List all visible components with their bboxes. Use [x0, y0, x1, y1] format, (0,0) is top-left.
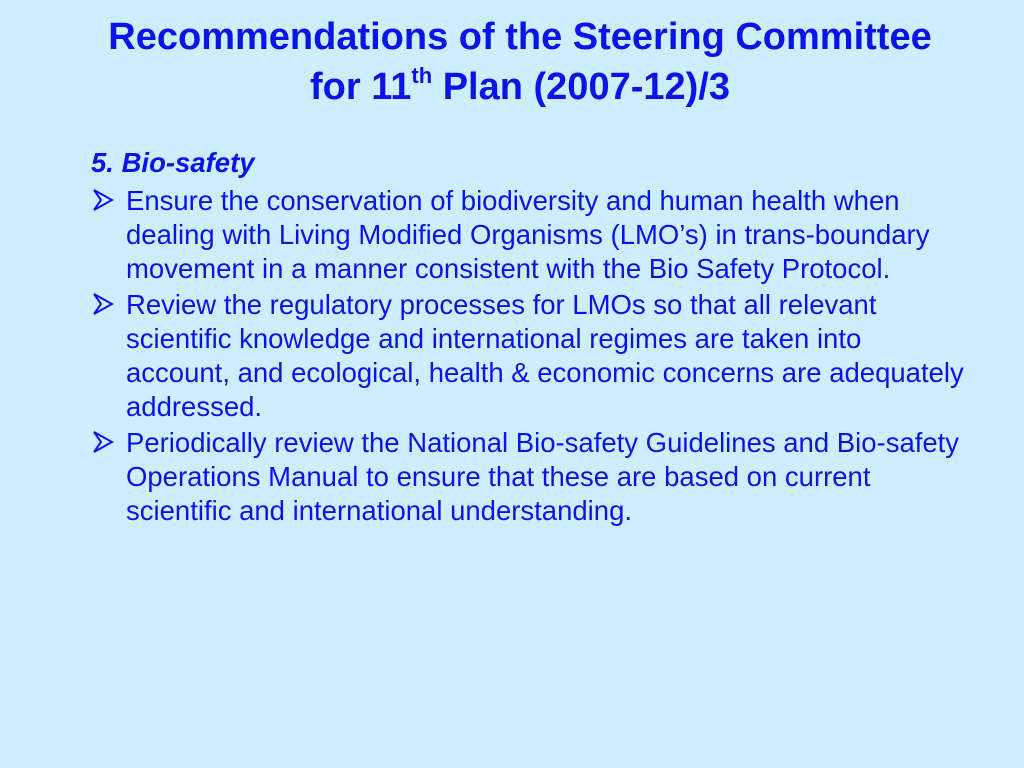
bullet-text: Ensure the conservation of biodiversity and human health when dealing with Living Modified Organisms (LMO’s) in trans-boundary movement in a manner consistent with the Bio Safety Protocol. [126, 185, 930, 284]
bullet-list [87, 184, 967, 528]
bullet-text: Periodically review the National Bio-safety Guidelines and Bio-safety Operations Manual to ensure that these are based on current scientific and international understanding. [126, 427, 960, 526]
title-line-2-prefix: for 11 [310, 66, 412, 108]
arrow-bullet-icon [92, 188, 114, 212]
bullet-item [87, 288, 967, 424]
slide-content [87, 146, 967, 530]
title-line-1: Recommendations of the Steering Committee [108, 16, 932, 58]
arrow-bullet-icon [92, 430, 114, 454]
title-line-2-suffix: Plan (2007-12)/3 [432, 66, 730, 108]
section-heading: 5. Bio-safety [91, 147, 255, 178]
bullet-item [87, 184, 967, 286]
title-superscript: th [411, 63, 433, 89]
slide-title [0, 12, 1024, 112]
bullet-text: Review the regulatory processes for LMOs so that all relevant scientific knowledge and international regimes are taken into account, and ecological, health & economic concerns are adequately addressed. [126, 289, 964, 422]
bullet-item [87, 426, 967, 528]
arrow-bullet-icon [92, 292, 114, 316]
title-line-2 [310, 63, 730, 108]
